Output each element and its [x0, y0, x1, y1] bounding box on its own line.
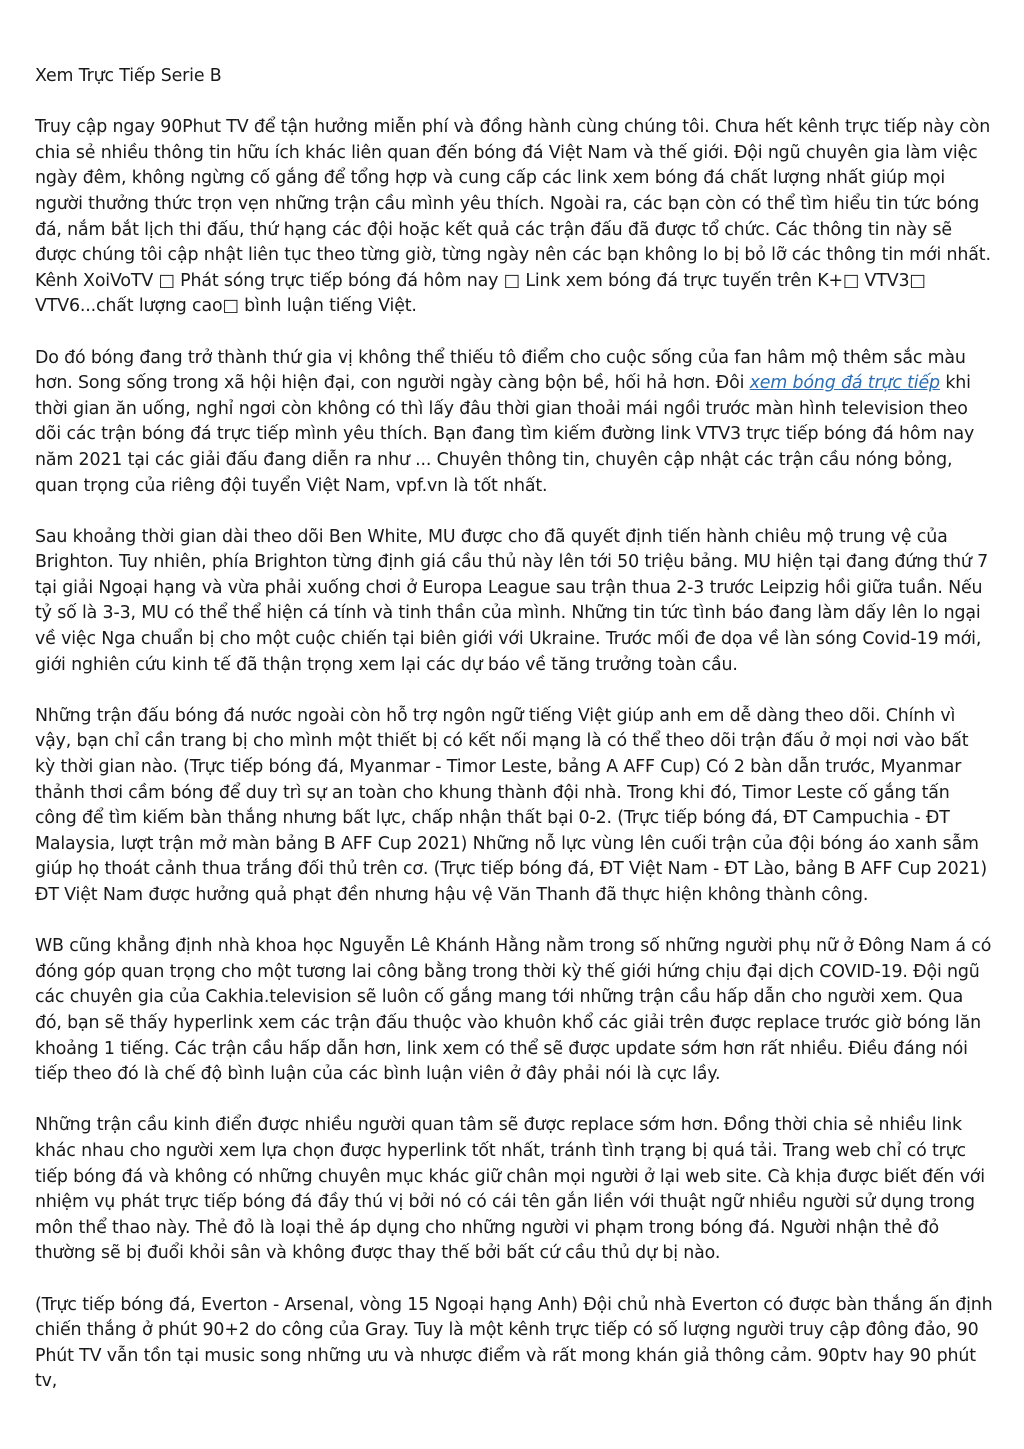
document-page	[35, 64, 993, 1420]
paragraph-text-after-link: khi thời gian ăn uống, nghỉ ngơi còn không có thì lấy đâu thời gian thoải mái ngồi trước màn hình television theo dõi các trận bóng đá trực tiếp mình yêu thích. Bạn đang tìm kiếm đường link VTV3 trực tiếp bóng đá hôm nay năm 2021 tại các giải đấu đang diễn ra như ... Chuyên thông tin, chuyên cập nhật các trận cầu nóng bỏng, quan trọng của riêng đội tuyển Việt Nam, vpf.vn là tốt nhất.	[35, 373, 975, 496]
paragraph-intro: Truy cập ngay 90Phut TV để tận hưởng miễn phí và đồng hành cùng chúng tôi. Chưa hết kênh trực tiếp này còn chia sẻ nhiều thông tin hữu ích khác liên quan đến bóng đá Việt Nam và thế giới. Đội ngũ chuyên gia làm việc ngày đêm, không ngừng cố gắng để tổng hợp và cung cấp các link xem bóng đá chất lượng nhất giúp mọi người thưởng thức trọn vẹn những trận cầu mình yêu thích. Ngoài ra, các bạn còn có thể tìm hiểu tin tức bóng đá, nắm bắt lịch thi đấu, thứ hạng các đội hoặc kết quả các trận đấu đã được tổ chức. Các thông tin này sẽ được chúng tôi cập nhật liên tục theo từng giờ, từng ngày nên các bạn không lo bị bỏ lỡ các thông tin mới nhất. Kênh XoiVoTV □ Phát sóng trực tiếp bóng đá hôm nay □ Link xem bóng đá trực tuyến trên K+□ VTV3□ VTV6...chất lượng cao□ bình luận tiếng Việt.	[35, 117, 991, 317]
document-title: Xem Trực Tiếp Serie B	[35, 66, 222, 86]
paragraph-ben-white: Sau khoảng thời gian dài theo dõi Ben White, MU được cho đã quyết định tiến hành chiêu mộ trung vệ của Brighton. Tuy nhiên, phía Brighton từng định giá cầu thủ này lên tới 50 triệu bảng. MU hiện tại đang đứng thứ 7 tại giải Ngoại hạng và vừa phải xuống chơi ở Europa League sau trận thua 2-3 trước Leipzig hồi giữa tuần. Nếu tỷ số là 3-3, MU có thể thể hiện cá tính và tinh thần của mình. Những tin tức tình báo đang làm dấy lên lo ngại về việc Nga chuẩn bị cho một cuộc chiến tại biên giới với Ukraine. Trước mối đe dọa về làn sóng Covid-19 mới, giới nghiên cứu kinh tế đã thận trọng xem lại các dự báo về tăng trưởng toàn cầu.	[35, 526, 988, 675]
paragraph-text-before-link: Do đó bóng đang trở thành thứ gia vị không thể thiếu tô điểm cho cuộc sống của fan hâm mộ thêm sắc màu hơn. Song sống trong xã hội hiện đại, con người ngày càng bộn bề, hối hả hơn. Đôi	[35, 347, 966, 394]
paragraph-everton-arsenal: (Trực tiếp bóng đá, Everton - Arsenal, vòng 15 Ngoại hạng Anh) Đội chủ nhà Everton có được bàn thắng ấn định chiến thắng ở phút 90+2 do công của Gray. Tuy là một kênh trực tiếp có số lượng người truy cập đông đảo, 90 Phút TV vẫn tồn tại music song những ưu và nhược điểm và rất mong khán giả thông cảm. 90ptv hay 90 phút tv,	[35, 1294, 993, 1392]
paragraph-classic-matches: Những trận cầu kinh điển được nhiều người quan tâm sẽ được replace sớm hơn. Đồng thời chia sẻ nhiều link khác nhau cho người xem lựa chọn được hyperlink tốt nhất, tránh tình trạng bị quá tải. Trang web chỉ có trực tiếp bóng đá và không có những chuyên mục khác giữ chân mọi người ở lại web site. Cà khịa được biết đến với nhiệm vụ phát trực tiếp bóng đá đầy thú vị bởi nó có cái tên gắn liền với thuật ngữ nhiều người sử dụng trong môn thể thao này. Thẻ đỏ là loại thẻ áp dụng cho những người vi phạm trong bóng đá. Người nhận thẻ đỏ thường sẽ bị đuổi khỏi sân và không được thay thế bởi bất cứ cầu thủ dự bị nào.	[35, 1115, 985, 1264]
paragraph-with-link	[35, 346, 993, 500]
paragraph-foreign-matches: Những trận đấu bóng đá nước ngoài còn hỗ trợ ngôn ngữ tiếng Việt giúp anh em dễ dàng theo dõi. Chính vì vậy, bạn chỉ cần trang bị cho mình một thiết bị có kết nối mạng là có thể theo dõi trận đấu ở mọi nơi vào bất kỳ thời gian nào. (Trực tiếp bóng đá, Myanmar - Timor Leste, bảng A AFF Cup) Có 2 bàn dẫn trước, Myanmar thảnh thơi cầm bóng để duy trì sự an toàn cho khung thành đội nhà. Trong khi đó, Timor Leste cố gắng tấn công để tìm kiếm bàn thắng nhưng bất lực, chấp nhận thất bại 0-2. (Trực tiếp bóng đá, ĐT Campuchia - ĐT Malaysia, lượt trận mở màn bảng B AFF Cup 2021) Những nỗ lực vùng lên cuối trận của đội bóng áo xanh sẫm giúp họ thoát cảnh thua trắng đối thủ trên cơ. (Trực tiếp bóng đá, ĐT Việt Nam - ĐT Lào, bảng B AFF Cup 2021) ĐT Việt Nam được hưởng quả phạt đền nhưng hậu vệ Văn Thanh đã thực hiện không thành công.	[35, 705, 987, 905]
paragraph-wb: WB cũng khẳng định nhà khoa học Nguyễn Lê Khánh Hằng nằm trong số những người phụ nữ ở Đông Nam á có đóng góp quan trọng cho một tương lai công bằng trong thời kỳ thế giới hứng chịu đại dịch COVID-19. Đội ngũ các chuyên gia của Cakhia.television sẽ luôn cố gắng mang tới những trận cầu hấp dẫn cho người xem. Qua đó, bạn sẽ thấy hyperlink xem các trận đấu thuộc vào khuôn khổ các giải trên được replace trước giờ bóng lăn khoảng 1 tiếng. Các trận cầu hấp dẫn hơn, link xem có thể sẽ được update sớm hơn rất nhiều. Điều đáng nói tiếp theo đó là chế độ bình luận của các bình luận viên ở đây phải nói là cực lầy.	[35, 936, 992, 1085]
xem-bong-da-link[interactable]: xem bóng đá trực tiếp	[749, 373, 940, 394]
